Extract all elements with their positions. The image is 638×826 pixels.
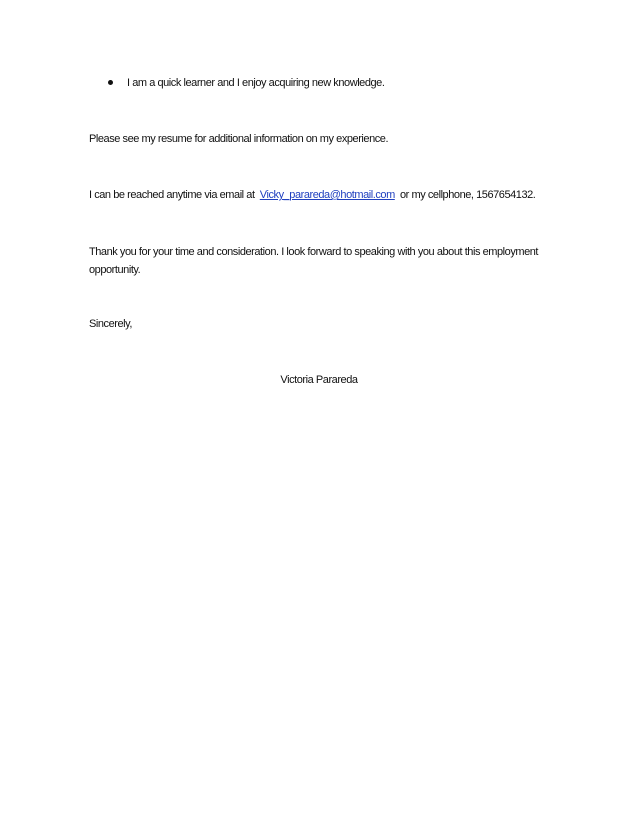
contact-paragraph [89,188,535,203]
signature-name: Victoria Parareda [280,374,358,386]
closing-salutation: Sincerely, [89,318,132,330]
bullet-list-item [108,76,384,91]
resume-paragraph: Please see my resume for additional information on my experience. [89,133,389,145]
contact-suffix: or my cellphone, 1567654132. [400,189,536,201]
bullet-text: I am a quick learner and I enjoy acquiring new knowledge. [127,77,385,89]
email-link[interactable]: Vicky_parareda@hotmail.com [259,189,395,201]
contact-prefix: I can be reached anytime via email at [89,189,255,201]
bullet-icon [108,80,113,85]
thanks-paragraph: Thank you for your time and consideration. I look forward to speaking with you about this employment opportunity. [89,246,539,276]
